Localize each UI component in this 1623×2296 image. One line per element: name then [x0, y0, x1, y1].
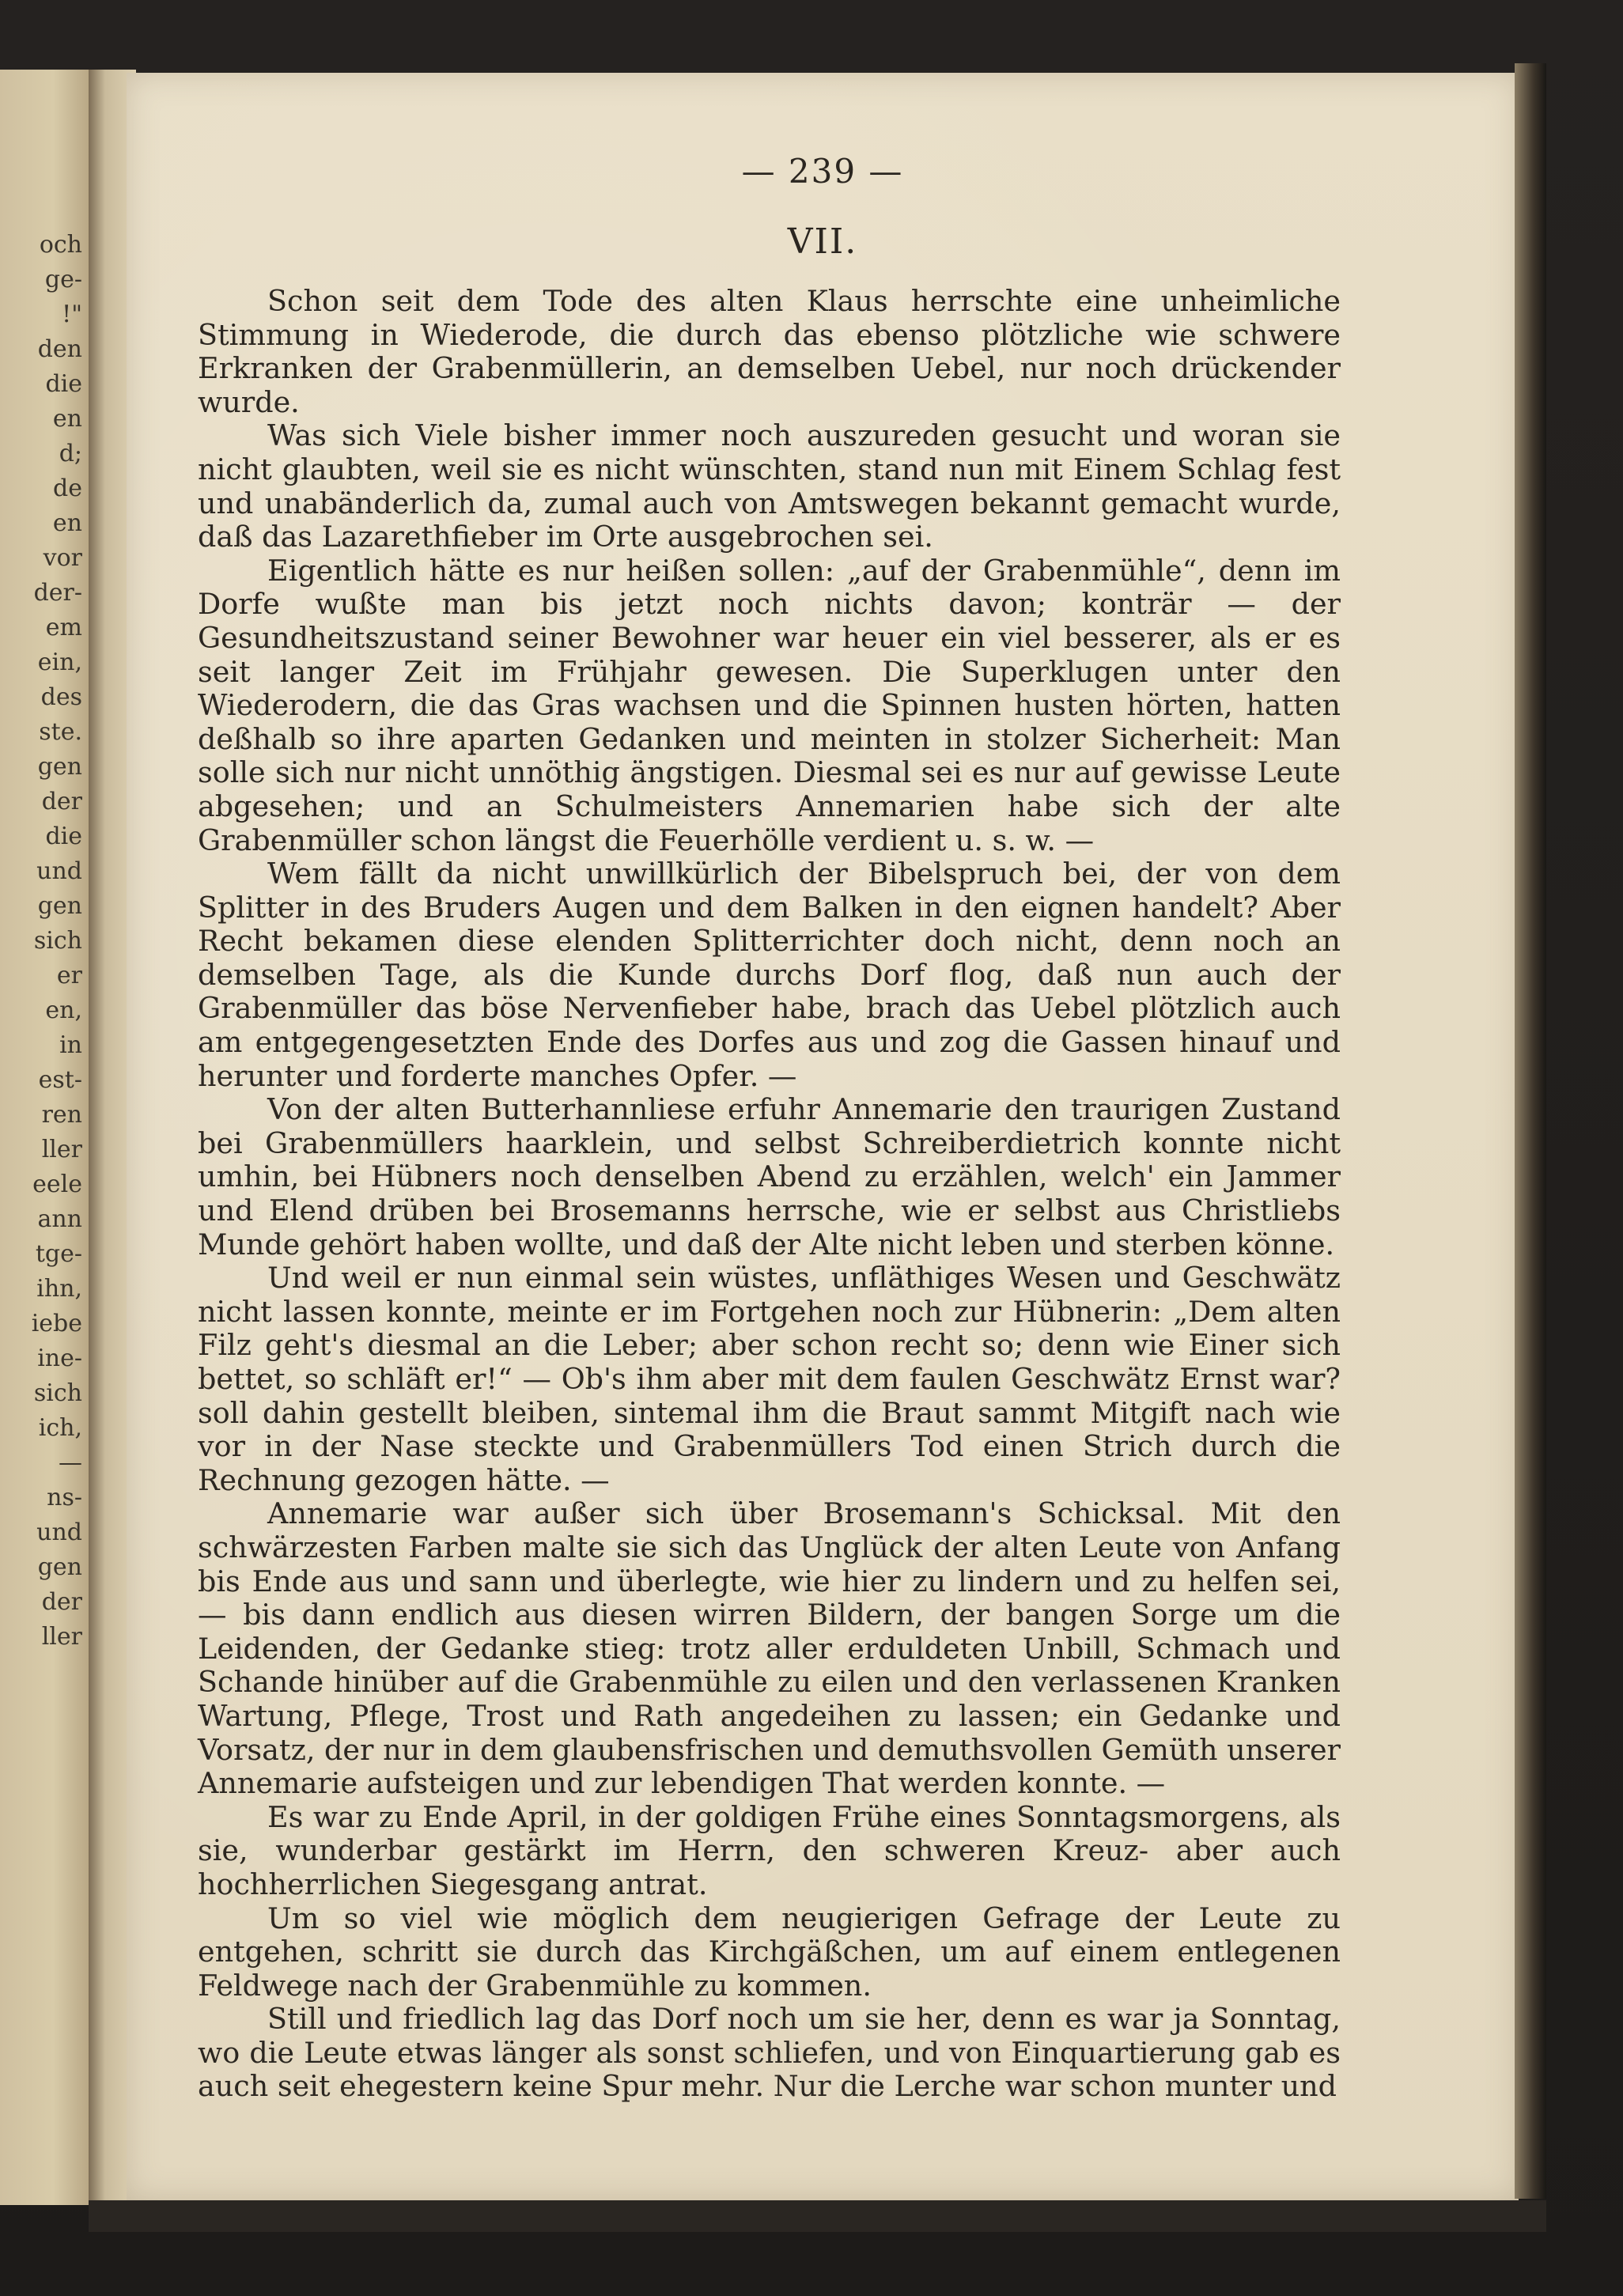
- left-fragment: em: [45, 614, 82, 641]
- left-fragment: ein,: [37, 649, 82, 676]
- left-fragment: und: [36, 1519, 82, 1546]
- left-fragment: den: [37, 335, 82, 363]
- left-fragment: ihn,: [36, 1275, 82, 1303]
- page-number-header: — 239 —: [741, 152, 904, 191]
- left-fragment: ine-: [37, 1345, 82, 1372]
- left-fragment: de: [53, 475, 82, 502]
- left-fragment: och: [39, 231, 82, 259]
- paragraph-2: Was sich Viele bisher immer noch auszureden gesucht und woran sie nicht glaubten, weil sie es nicht wünschten, stand nun mit Einem Schlag fest und unabänderlich da, zumal auch von Amtswegen bekannt gemacht wurde, daß das Lazarethfieber im Orte ausgebrochen sei.: [198, 418, 1341, 554]
- body-text: [198, 285, 1341, 2104]
- left-fragment: sich: [33, 927, 82, 955]
- paragraph-1: Schon seit dem Tode des alten Klaus herrschte eine unheimliche Stimmung in Wiederode, die durch das ebenso plötzliche wie schwere Erkranken der Grabenmüllerin, an demselben Uebel, nur noch drückender wurde.: [198, 284, 1341, 419]
- left-fragment: gen: [37, 1553, 82, 1581]
- left-fragment: en: [52, 405, 82, 433]
- left-fragment: ich,: [38, 1414, 82, 1442]
- paragraph-10: Still und friedlich lag das Dorf noch um sie her, denn es war ja Sonntag, wo die Leute etwas länger als sonst schliefen, und von Einquartierung gab es auch seit ehegestern keine Spur mehr. Nur die Lerche war schon munter und: [198, 2002, 1341, 2104]
- page-edge-shadow: [1515, 63, 1546, 2199]
- left-page-text-fragments: [3, 228, 82, 1655]
- left-fragment: iebe: [31, 1310, 82, 1337]
- left-fragment: tge-: [35, 1240, 82, 1268]
- paragraph-4: Wem fällt da nicht unwillkürlich der Bibelspruch bei, der von dem Splitter in des Bruders Augen und dem Balken in den eignen handelt? Aber Recht bekamen diese elenden Splitterrichter doch nicht, denn noch an demselben Tage, als die Kunde durchs Dorf flog, daß nun auch der Grabenmüller das böse Nervenfieber habe, brach das Uebel plötzlich auch am entgegengesetzten Ende des Dorfes aus und zog die Gassen hinauf und herunter und forderte manches Opfer. —: [198, 857, 1341, 1093]
- left-fragment: ann: [37, 1205, 82, 1233]
- left-fragment: gen: [37, 892, 82, 920]
- left-fragment: ge-: [44, 266, 82, 293]
- left-fragment: die: [45, 823, 82, 850]
- left-fragment: und: [36, 857, 82, 885]
- left-fragment: sich: [33, 1379, 82, 1407]
- left-fragment: ller: [41, 1136, 82, 1163]
- left-fragment: —: [59, 1449, 82, 1477]
- left-fragment: gen: [37, 753, 82, 781]
- book-cover-bottom: [89, 2200, 1546, 2232]
- paragraph-6: Und weil er nun einmal sein wüstes, unfläthiges Wesen und Geschwätz nicht lassen konnte, meinte er im Fortgehen noch zur Hübnerin: „Dem alten Filz geht's diesmal an die Leber; aber schon recht so; denn wie Einer sich bettet, so schläft er!“ — Ob's ihm aber mit dem faulen Geschwätz Ernst war? soll dahin gestellt bleiben, sintemal ihm die Braut sammt Mitgift nach wie vor in der Nase steckte und Grabenmüllers Tod einen Strich durch die Rechnung gezogen hätte. —: [198, 1261, 1341, 1497]
- left-fragment: ns-: [47, 1484, 82, 1511]
- left-fragment: ller: [41, 1623, 82, 1651]
- left-fragment: der: [41, 788, 82, 815]
- left-fragment: der-: [33, 579, 82, 607]
- paragraph-9: Um so viel wie möglich dem neugierigen Gefrage der Leute zu entgehen, schritt sie durch das Kirchgäßchen, um auf einem entlegenen Feldwege nach der Grabenmühle zu kommen.: [198, 1901, 1341, 2003]
- left-fragment: eele: [32, 1171, 82, 1198]
- left-fragment: en: [52, 509, 82, 537]
- left-fragment: d;: [59, 440, 82, 467]
- left-page-edge: [0, 70, 89, 2205]
- left-fragment: vor: [43, 544, 82, 572]
- left-fragment: er: [56, 962, 82, 989]
- left-fragment: en,: [45, 997, 82, 1024]
- left-fragment: est-: [38, 1066, 82, 1094]
- left-fragment: des: [40, 683, 82, 711]
- left-fragment: die: [45, 370, 82, 398]
- paragraph-8: Es war zu Ende April, in der goldigen Frühe eines Sonntagsmorgens, als sie, wunderbar gestärkt im Herrn, den schweren Kreuz- aber auch hochherrlichen Siegesgang antrat.: [198, 1799, 1341, 1901]
- paragraph-5: Von der alten Butterhannliese erfuhr Annemarie den traurigen Zustand bei Grabenmüllers haarklein, und selbst Schreiberdietrich konnte nicht umhin, bei Hübners noch denselben Abend zu erzählen, welch' ein Jammer und Elend drüben bei Brosemanns herrsche, wie er selbst aus Christliebs Munde gehört haben wollte, und daß der Alte nicht leben und sterben könne.: [198, 1092, 1341, 1261]
- paragraph-7: Annemarie war außer sich über Brosemann's Schicksal. Mit den schwärzesten Farben malte sie sich das Unglück der alten Leute von Anfang bis Ende aus und sann und überlegte, wie hier zu lindern und zu helfen sei, — bis dann endlich aus diesen wirren Bildern, der bangen Sorge um die Leidenden, der Gedanke stieg: trotz aller erduldeten Unbill, Schmach und Schande hinüber auf die Grabenmühle zu eilen und den verlassenen Kranken Wartung, Pflege, Trost und Rath angedeihen zu lassen; ein Gedanke und Vorsatz, der nur in dem glaubensfrischen und demuthsvollen Gemüth unserer Annemarie aufsteigen und zur lebendigen That werden konnte. —: [198, 1496, 1341, 1801]
- left-fragment: ren: [41, 1101, 82, 1129]
- left-fragment: ste.: [39, 718, 82, 746]
- left-fragment: !": [62, 301, 82, 328]
- left-fragment: in: [59, 1031, 82, 1059]
- left-fragment: der: [41, 1588, 82, 1616]
- paragraph-3: Eigentlich hätte es nur heißen sollen: „auf der Grabenmühle“, denn im Dorfe wußte man bis jetzt noch nichts davon; konträr — der Gesundheitszustand seiner Bewohner war heuer ein viel besserer, als er es seit langer Zeit im Frühjahr gewesen. Die Superklugen unter den Wiederodern, die das Gras wachsen und die Spinnen husten hörten, hatten deßhalb so ihre aparten Gedanken und meinten in stolzer Sicherheit: Man solle sich nur nicht unnöthig ängstigen. Diesmal sei es nur auf gewisse Leute abgesehen; und an Schulmeisters Annemarien habe sich der alte Grabenmüller schon längst die Feuerhölle verdient u. s. w. —: [198, 553, 1341, 857]
- chapter-heading: VII.: [787, 221, 858, 262]
